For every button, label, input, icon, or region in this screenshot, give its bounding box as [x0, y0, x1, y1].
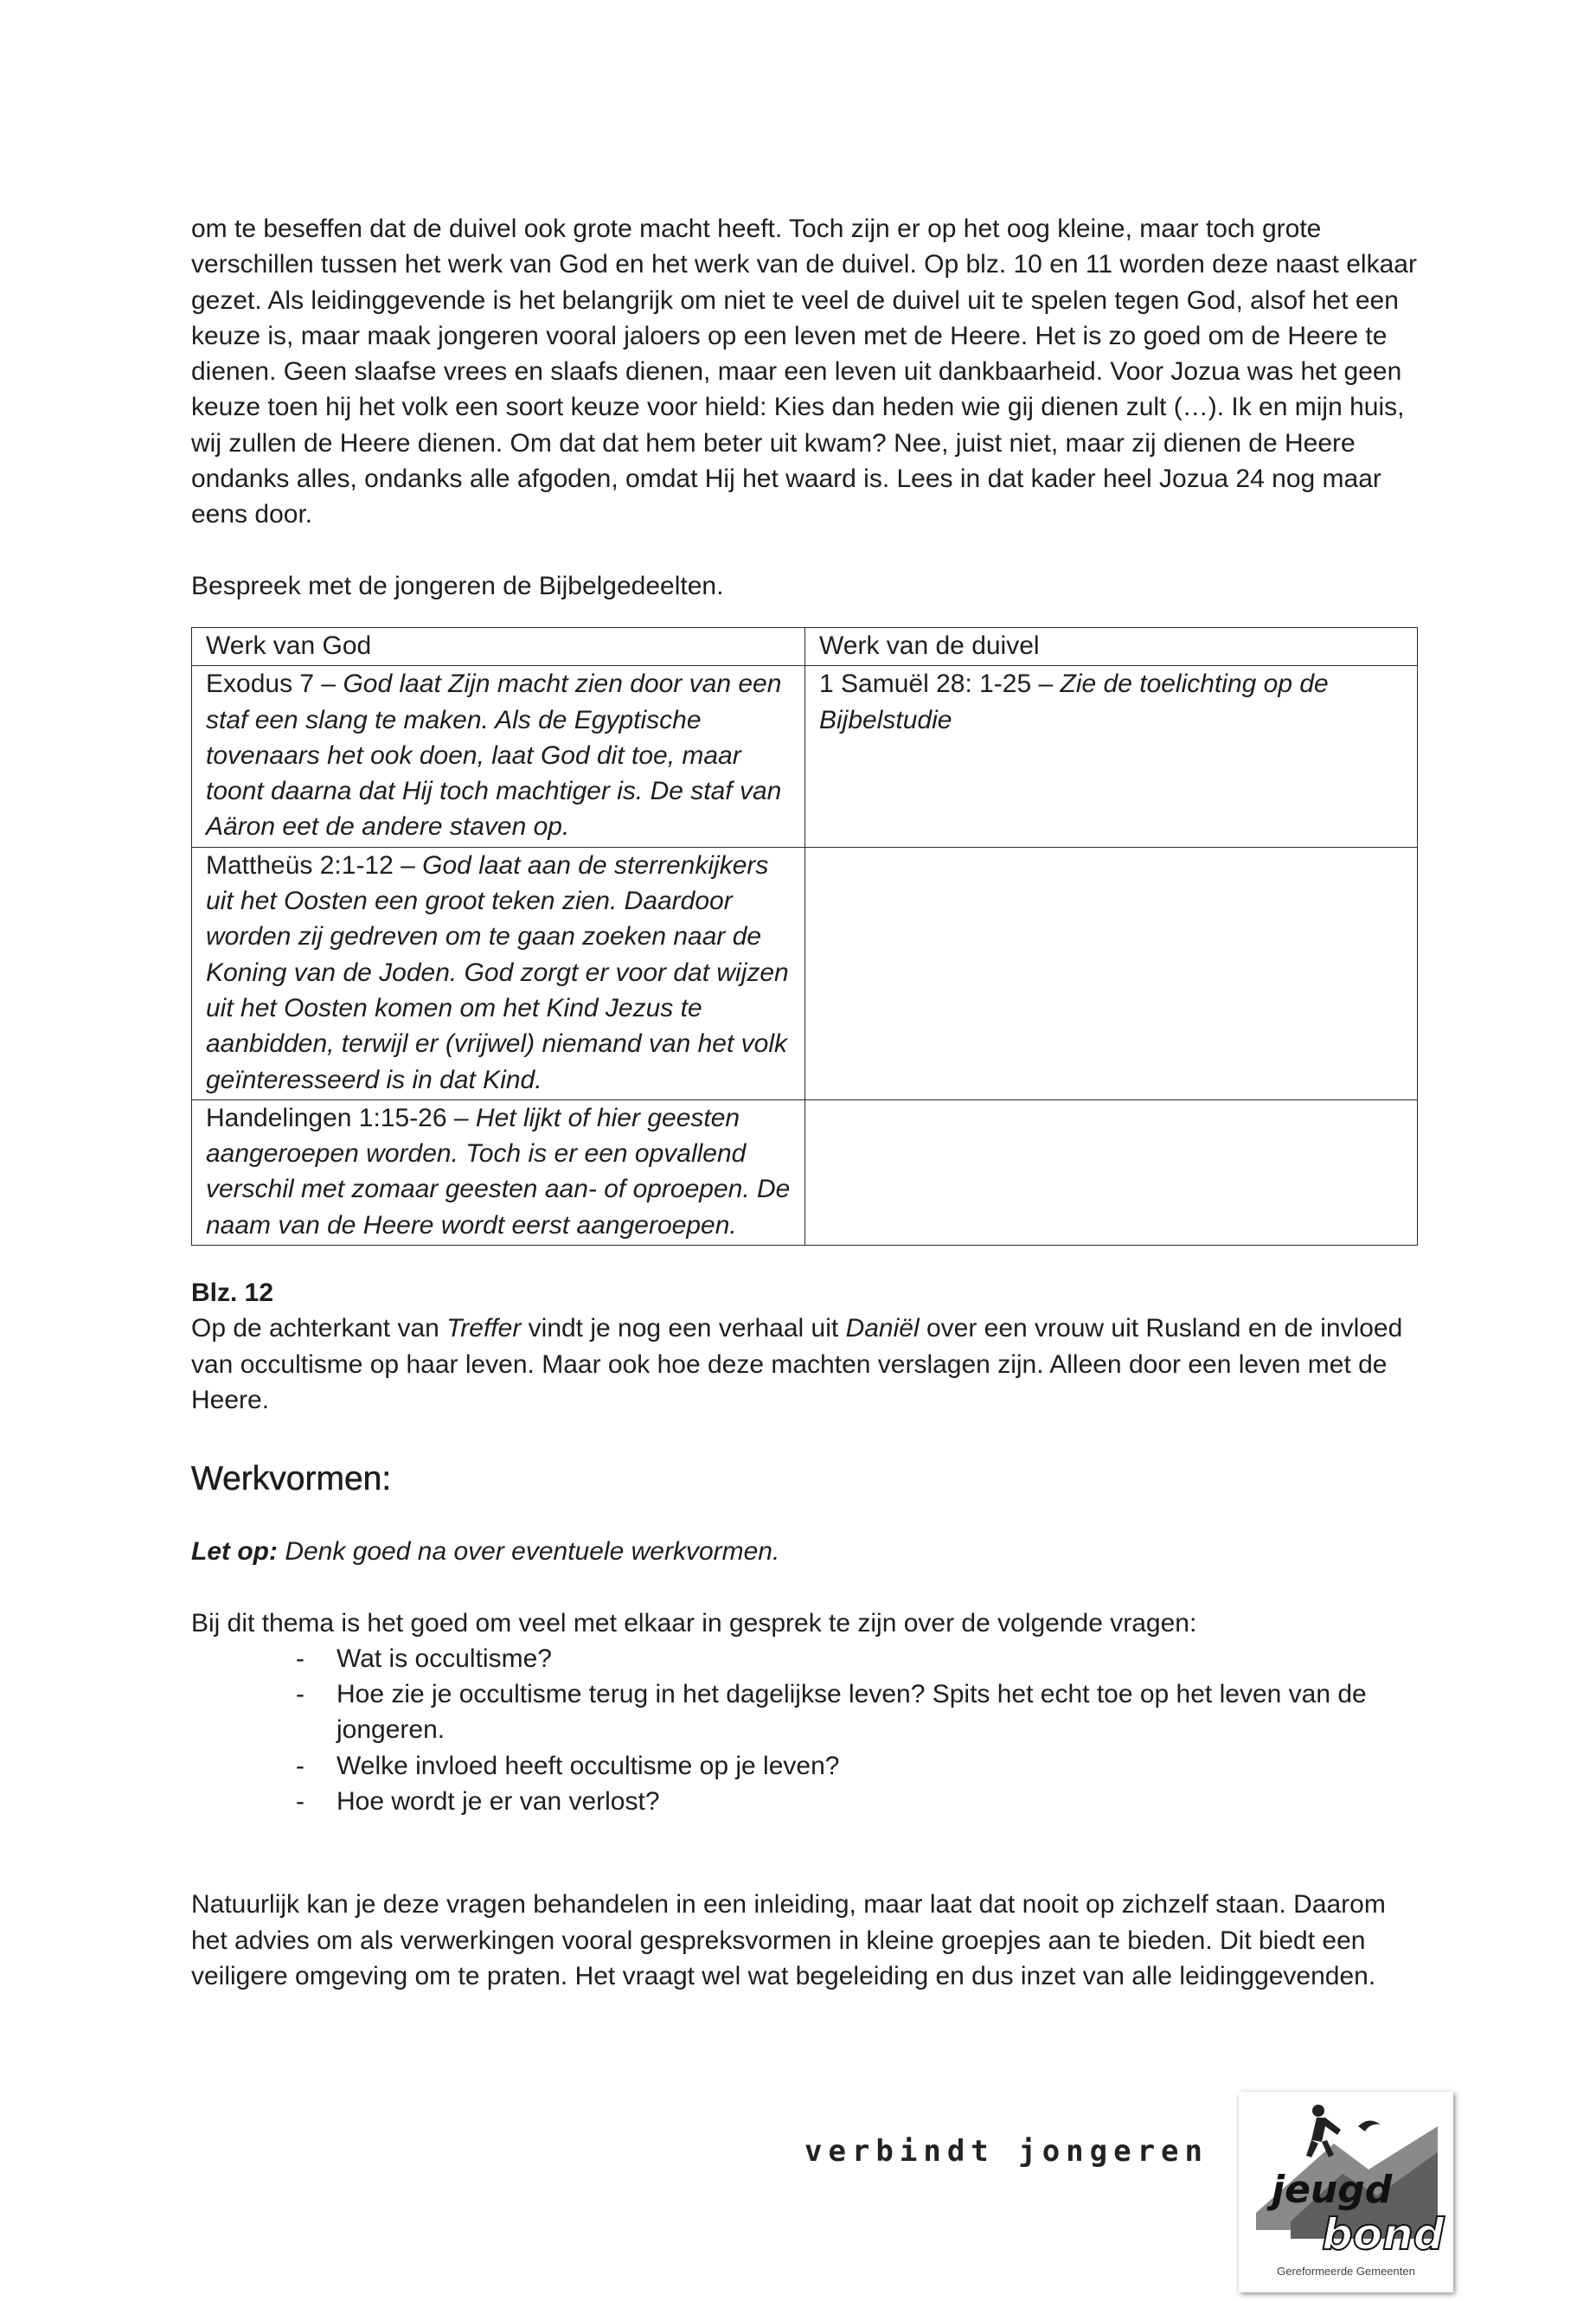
table-cell-god [192, 1099, 805, 1245]
table-cell-devil [805, 666, 1418, 847]
questions-list [191, 1641, 1420, 1819]
cell-explanation: God laat Zijn macht zien door van een staf een slang te maken. Als de Egyptische tovenaars het ook doen, laat God dit toe, maar toont daarna dat Hij toch machtiger is. De staf van Aäron eet de andere staven op. [206, 670, 782, 842]
dash-bullet: - [296, 1786, 304, 1816]
jeugdbond-logo [1239, 2092, 1453, 2292]
table-cell-god [192, 666, 805, 847]
table-header-row [192, 627, 1418, 665]
bible-reference: Exodus 7 – [206, 670, 343, 699]
questions-intro: Bij dit thema is het goed om veel met elkaar in gesprek te zijn over de volgende vragen: [191, 1608, 1197, 1638]
question-text: Hoe zie je occultisme terug in het dagelijkse leven? Spits het echt toe op het leven van de jongeren. [337, 1680, 1367, 1745]
blz-heading: Blz. 12 [191, 1279, 274, 1308]
question-text: Welke invloed heeft occultisme op je leven? [337, 1751, 840, 1780]
list-item [296, 1748, 1420, 1784]
header-work-of-devil: Werk van de duivel [805, 627, 1418, 665]
blz-text-3: over een vrouw uit Rusland en de invloed van occultisme op haar leven. Maar ook hoe deze machten verslagen zijn. Alleen door een leven met de Heere. [191, 1314, 1403, 1414]
list-item [296, 1676, 1420, 1748]
header-work-of-god: Werk van God [192, 627, 805, 665]
main-content [191, 211, 1420, 1994]
let-op-text: Denk goed na over eventuele werkvormen. [277, 1537, 780, 1567]
magazine-name: Daniël [845, 1314, 920, 1343]
dash-bullet: - [296, 1680, 304, 1709]
bible-reference: 1 Samuël 28: 1-25 – [819, 670, 1061, 699]
blz-text-2: vindt je nog een verhaal uit [521, 1314, 846, 1343]
werkvormen-heading: Werkvormen: [191, 1460, 392, 1498]
cell-explanation: Het lijkt of hier geesten aangeroepen worden. Toch is er een opvallend verschil met zomaar geesten aan- of oproepen. De naam van de Heere wordt eerst aangeroepen. [206, 1103, 791, 1240]
table-cell-god [192, 847, 805, 1099]
table-cell-devil [805, 1099, 1418, 1245]
cell-explanation: God laat aan de sterrenkijkers uit het Oosten een groot teken zien. Daardoor worden zij gedreven om te gaan zoeken naar de Koning van de Joden. God zorgt er voor dat wijzen uit het Oosten komen om het Kind Jezus te aanbidden, terwijl er (vrijwel) niemand van het volk geïnteresseerd is in dat Kind. [206, 850, 789, 1094]
bible-reference: Handelingen 1:15-26 – [206, 1103, 476, 1132]
table-row [192, 847, 1418, 1099]
cell-explanation: Zie de toelichting op de Bijbelstudie [819, 670, 1329, 734]
lead-paragraph: Bespreek met de jongeren de Bijbelgedeelten. [191, 571, 724, 600]
logo-word-jeugd: jeugd [1272, 2168, 1393, 2212]
dash-bullet: - [296, 1751, 304, 1780]
logo-graphic [1239, 2092, 1453, 2265]
let-op-label: Let op: [191, 1537, 278, 1567]
question-text: Wat is occultisme? [337, 1644, 552, 1673]
logo-subtitle: Gereformeerde Gemeenten [1277, 2265, 1415, 2278]
dash-bullet: - [296, 1644, 304, 1673]
closing-paragraph: Natuurlijk kan je deze vragen behandelen in een inleiding, maar laat dat nooit op zichzelf staan. Daarom het advies om als verwerkingen vooral gespreksvormen in kleine groepjes aan te bieden. Dit biedt een veiligere omgeving om te praten. Het vraagt wel wat begeleiding en dus inzet van alle leidinggevenden. [191, 1890, 1386, 1990]
let-op-note [191, 1534, 1420, 1569]
bible-reference: Mattheüs 2:1-12 – [206, 850, 423, 880]
table-row [192, 666, 1418, 847]
list-item [296, 1784, 1420, 1819]
blz-text-1: Op de achterkant van [191, 1314, 447, 1343]
question-text: Hoe wordt je er van verlost? [337, 1786, 660, 1816]
bible-table [191, 627, 1418, 1246]
magazine-title: Treffer [446, 1314, 522, 1343]
table-cell-devil [805, 847, 1418, 1099]
footer-slogan: verbindt jongeren [804, 2134, 1208, 2169]
list-item [296, 1641, 1420, 1676]
intro-paragraph: om te beseffen dat de duivel ook grote macht heeft. Toch zijn er op het oog kleine, maar toch grote verschillen tussen het werk van God en het werk van de duivel. Op blz. 10 en 11 worden deze naast elkaar gezet. Als leidinggevende is het belangrijk om niet te veel de duivel uit te spelen tegen God, alsof het een keuze is, maar maak jongeren vooral jaloers op een leven met de Heere. Het is zo goed om de Heere te dienen. Geen slaafse vrees en slaafs dienen, maar een leven uit dankbaarheid. Voor Jozua was het geen keuze toen hij het volk een soort keuze voor hield: Kies dan heden wie gij dienen zult (…). Ik en mijn huis, wij zullen de Heere dienen. Om dat dat hem beter uit kwam? Nee, juist niet, maar zij dienen de Heere ondanks alles, ondanks alle afgoden, omdat Hij het waard is. Lees in dat kader heel Jozua 24 nog maar eens door. [191, 215, 1417, 529]
blz-paragraph [191, 1311, 1420, 1418]
logo-word-bond: bond [1322, 2209, 1445, 2259]
table-row [192, 1099, 1418, 1245]
